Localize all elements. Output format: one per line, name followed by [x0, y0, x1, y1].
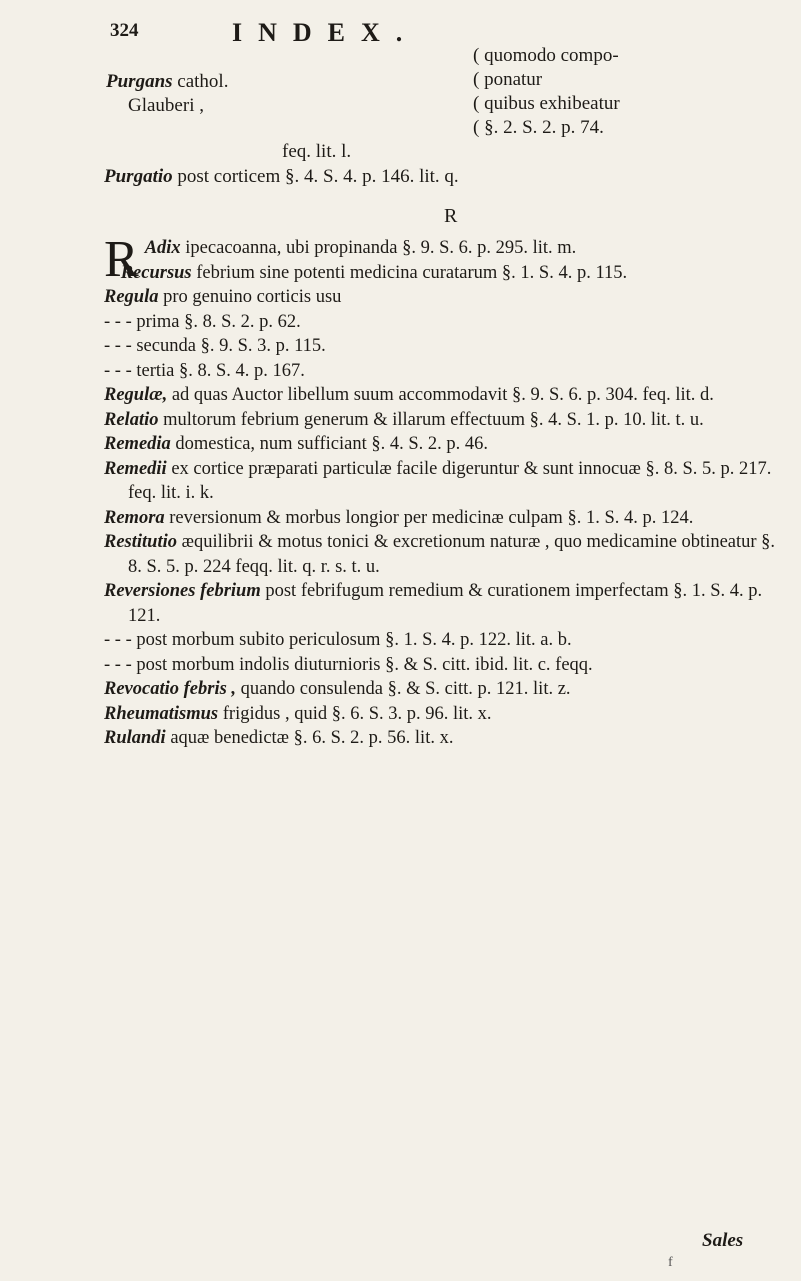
- entry-headword: Purgans: [106, 71, 173, 92]
- entry-text: aquæ benedictæ §. 6. S. 2. p. 56. lit. x.: [165, 728, 454, 748]
- entry-text: - - - secunda §. 9. S. 3. p. 115.: [104, 336, 326, 356]
- entry-text: ad quas Auctor libellum suum accommodavit §. 9. S. 6. p. 304. feq. lit. d.: [167, 385, 714, 405]
- entry-text: ex cortice præparati particulæ facile digeruntur & sunt innocuæ §. 8. S. 5. p. 217. feq. lit. i. k.: [128, 458, 772, 503]
- subentry-2: ( ponatur: [473, 69, 543, 90]
- index-entry: [104, 506, 784, 531]
- entry-text: domestica, num sufficiant §. 4. S. 2. p. 46.: [170, 434, 489, 454]
- index-entry: [104, 530, 784, 579]
- index-entries: [104, 231, 784, 751]
- entry-text: cathol.: [172, 71, 229, 92]
- index-entry: [104, 310, 784, 335]
- entry-headword: Rulandi: [104, 728, 166, 748]
- subentry-1: ( quomodo compo-: [473, 45, 619, 66]
- catchword: Sales: [702, 1230, 744, 1251]
- entry-headword: Remedia: [104, 434, 171, 454]
- entry-text: æquilibrii & motus tonici & excretionum naturæ , quo medicamine obtineatur §. 8. S. 5. p. 224 feqq. lit. q. r. s. t. u.: [128, 532, 776, 577]
- purgans-line-1: [106, 70, 228, 94]
- index-entry: [104, 359, 784, 384]
- entry-text: quando consulenda §. & S. citt. p. 121. lit. z.: [236, 679, 571, 699]
- purgans-line-2: Glauberi ,: [128, 95, 204, 116]
- index-entry: [104, 334, 784, 359]
- index-entry: [104, 457, 784, 506]
- index-entry: [104, 726, 784, 751]
- index-entry: [104, 408, 784, 433]
- entry-headword: Adix: [144, 238, 181, 258]
- entry-text: multorum febrium generum & illarum effectuum §. 4. S. 1. p. 10. lit. t. u.: [158, 409, 704, 430]
- entry-headword: Revocatio febris ,: [104, 679, 237, 699]
- entry-headword: Recursus: [120, 262, 192, 283]
- index-entry: [104, 579, 784, 628]
- entry-text: frigidus , quid §. 6. S. 3. p. 96. lit. x.: [218, 703, 492, 724]
- entry-headword: Remedii: [104, 458, 167, 479]
- index-entry: [104, 261, 784, 286]
- entry-headword: Reversiones febrium: [104, 581, 261, 601]
- entry-text: pro genuino corticis usu: [158, 287, 342, 307]
- index-entry: [104, 702, 784, 727]
- index-entry: [104, 383, 784, 408]
- page-title: INDEX.: [232, 18, 419, 47]
- index-entry: [104, 677, 784, 702]
- purgans-heading-block: [106, 70, 228, 118]
- entry-text: ipecacoanna, ubi propinanda §. 9. S. 6. p. 295. lit. m.: [180, 238, 577, 258]
- entry-text: post febrifugum remedium & curationem imperfectam §. 1. S. 4. p. 121.: [128, 581, 763, 626]
- entry-headword: Purgatio: [104, 166, 173, 187]
- entry-headword: Regula: [104, 287, 159, 307]
- page-number: 324: [110, 20, 139, 41]
- entry-text: - - - prima §. 8. S. 2. p. 62.: [104, 311, 301, 332]
- section-letter: R: [444, 205, 458, 227]
- index-entry: [104, 628, 784, 653]
- entry-headword: Restitutio: [104, 532, 177, 552]
- entry-text: - - - post morbum indolis diuturnioris §. & S. citt. ibid. lit. c. feqq.: [104, 654, 593, 675]
- feq-line: feq. lit. l.: [282, 141, 352, 162]
- entry-headword: Relatio: [104, 409, 159, 430]
- entry-text: febrium sine potenti medicina curatarum §. 1. S. 4. p. 115.: [191, 262, 628, 283]
- entry-headword: Regulæ,: [104, 385, 168, 405]
- entry-headword: Remora: [104, 507, 165, 528]
- drop-cap: R: [104, 231, 139, 288]
- purgatio-entry: [104, 166, 459, 188]
- entry-text: - - - post morbum subito periculosum §. 1. S. 4. p. 122. lit. a. b.: [104, 630, 572, 650]
- purgans-subentries: [473, 44, 620, 140]
- subentry-4: ( §. 2. S. 2. p. 74.: [473, 117, 604, 138]
- entry-text: post corticem §. 4. S. 4. p. 146. lit. q.: [172, 166, 459, 187]
- index-entry: [104, 285, 784, 310]
- footer-mark: f: [668, 1255, 673, 1270]
- entry-headword: Rheumatismus: [104, 703, 219, 724]
- index-entry: [104, 432, 784, 457]
- subentry-3: ( quibus exhibeatur: [473, 93, 620, 114]
- entry-text: reversionum & morbus longior per medicinæ culpam §. 1. S. 4. p. 124.: [164, 507, 694, 528]
- index-entry: [104, 653, 784, 678]
- entry-text: - - - tertia §. 8. S. 4. p. 167.: [104, 360, 305, 381]
